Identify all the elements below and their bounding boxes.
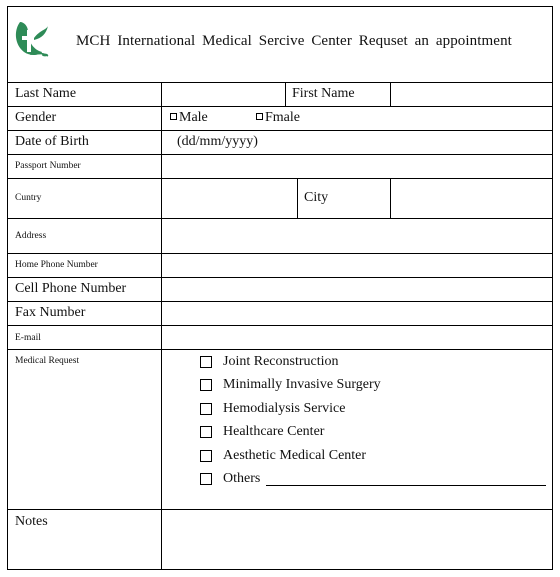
mch-logo <box>12 16 50 58</box>
gender-male-label: Male <box>179 110 208 125</box>
option-label: Healthcare Center <box>223 424 325 439</box>
notes-label: Notes <box>15 514 48 529</box>
cell-phone-label: Cell Phone Number <box>15 281 127 296</box>
medical-request-label: Medical Request <box>15 356 80 366</box>
email-field[interactable] <box>162 326 552 348</box>
last-name-field[interactable] <box>162 83 284 105</box>
passport-field[interactable] <box>162 155 552 177</box>
first-name-field[interactable] <box>392 83 552 105</box>
dob-label: Date of Birth <box>15 134 89 149</box>
email-label: E-mail <box>15 333 41 343</box>
fax-field[interactable] <box>162 302 552 324</box>
column-divider <box>285 82 286 106</box>
gender-label: Gender <box>15 110 57 125</box>
column-divider <box>390 82 391 106</box>
others-input-line[interactable] <box>266 485 546 486</box>
cell-phone-field[interactable] <box>162 278 552 300</box>
others-checkbox[interactable] <box>200 473 212 485</box>
joint-reconstruction-checkbox[interactable] <box>200 356 212 368</box>
dob-format-hint[interactable]: (dd/mm/yyyy) <box>177 134 258 149</box>
aesthetic-medical-checkbox[interactable] <box>200 450 212 462</box>
first-name-label: First Name <box>292 86 355 101</box>
option-label: Minimally Invasive Surgery <box>223 377 381 392</box>
option-label: Hemodialysis Service <box>223 401 346 416</box>
address-field[interactable] <box>162 219 552 252</box>
row-divider <box>8 106 553 107</box>
last-name-label: Last Name <box>15 86 77 101</box>
checkbox-icon <box>256 113 263 120</box>
country-field[interactable] <box>162 179 296 217</box>
minimally-invasive-checkbox[interactable] <box>200 379 212 391</box>
row-divider <box>8 130 553 131</box>
notes-field[interactable] <box>162 510 552 569</box>
hemodialysis-checkbox[interactable] <box>200 403 212 415</box>
row-divider <box>8 349 553 350</box>
option-label: Aesthetic Medical Center <box>223 448 367 463</box>
fax-label: Fax Number <box>15 305 86 320</box>
country-label: Cuntry <box>15 193 42 203</box>
city-field[interactable] <box>392 179 552 217</box>
column-divider <box>297 178 298 218</box>
gender-female-option[interactable] <box>256 110 300 126</box>
gender-male-option[interactable] <box>170 110 208 126</box>
checkbox-icon <box>170 113 177 120</box>
city-label: City <box>304 190 329 205</box>
address-label: Address <box>15 231 47 241</box>
option-label: Others <box>223 471 261 486</box>
gender-female-label: Fmale <box>265 110 300 125</box>
option-label: Joint Reconstruction <box>223 354 339 369</box>
passport-label: Passport Number <box>15 161 81 171</box>
home-phone-field[interactable] <box>162 254 552 276</box>
home-phone-label: Home Phone Number <box>15 260 98 270</box>
column-divider <box>390 178 391 218</box>
healthcare-center-checkbox[interactable] <box>200 426 212 438</box>
page-title: MCH International Medical Sercive Center Requset an appointment <box>76 33 512 49</box>
